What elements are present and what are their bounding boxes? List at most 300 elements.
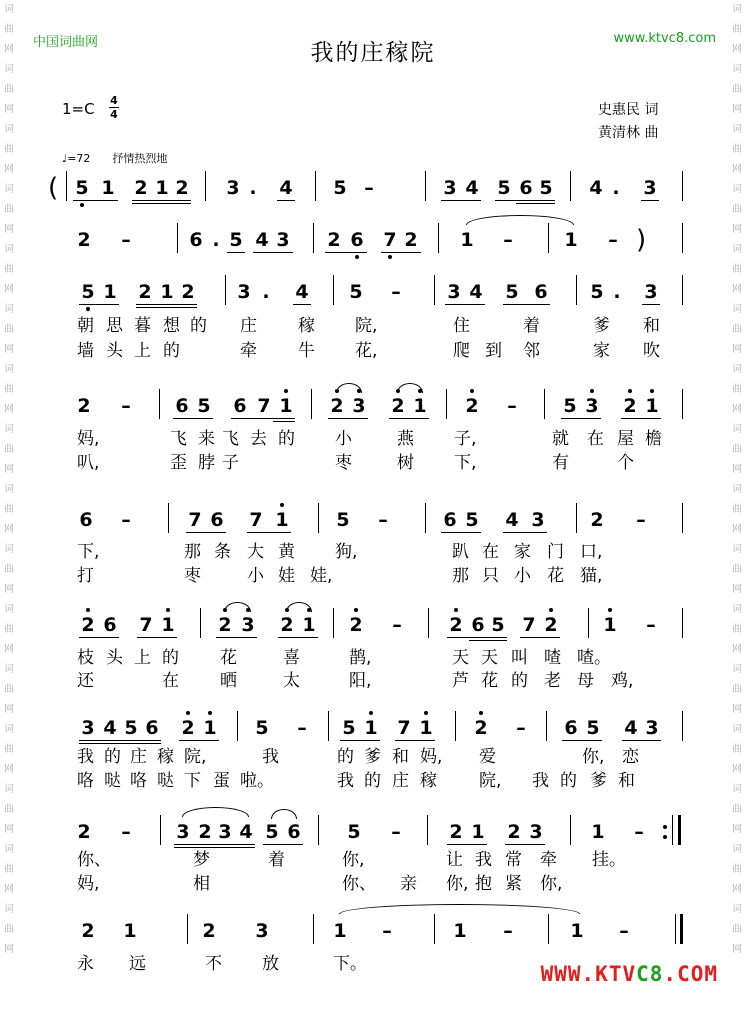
note: –	[503, 229, 513, 251]
octave-dot-above	[424, 711, 428, 715]
repeat-dot	[663, 835, 667, 839]
octave-dot-above	[479, 711, 483, 715]
note: 1	[453, 920, 467, 942]
note: 1	[364, 717, 378, 739]
note: –	[516, 717, 526, 739]
watermark-char: 曲	[732, 744, 742, 755]
final-bar-thin	[675, 914, 676, 944]
note: 7	[188, 509, 202, 531]
bar-line	[570, 171, 571, 201]
watermark-char: 曲	[4, 24, 14, 35]
bar-line	[588, 608, 589, 638]
beam-underline	[293, 304, 311, 305]
side-watermark-right	[730, 0, 744, 960]
lyric-syllable: 住	[453, 316, 470, 336]
bar-line	[446, 389, 447, 419]
note: 1	[101, 177, 115, 199]
watermark-char: 词	[4, 904, 14, 915]
lyric-syllable: 妈,	[420, 747, 443, 767]
lyric-syllable: 让	[446, 850, 463, 870]
bar-line	[328, 711, 329, 741]
lyric-syllable: 子	[222, 453, 239, 473]
lyric-syllable: 牵	[240, 341, 257, 361]
octave-dot-above	[454, 608, 458, 612]
beam-underline	[173, 418, 213, 419]
note: 5	[347, 821, 361, 843]
side-watermark-left	[2, 0, 16, 960]
note: –	[121, 509, 131, 531]
note: 5	[491, 614, 505, 636]
bar-line	[318, 503, 319, 533]
watermark-char: 网	[4, 704, 14, 715]
watermark-char: 曲	[732, 504, 742, 515]
note: 5	[505, 281, 519, 303]
lyric-syllable: 枣	[335, 453, 352, 473]
lyric-syllable: 亲	[400, 874, 417, 894]
bar-line	[311, 389, 312, 419]
lyric-syllable: 喳。	[577, 648, 611, 668]
lyric-syllable: 枝	[77, 648, 94, 668]
octave-dot-below	[355, 255, 359, 259]
lyric-syllable: 你,	[446, 874, 469, 894]
octave-dot-above	[608, 608, 612, 612]
bar-line	[187, 914, 188, 944]
lyric-syllable: 口,	[580, 542, 603, 562]
lyric-syllable: 娃,	[310, 566, 333, 586]
note: 2	[218, 614, 232, 636]
time-signature	[109, 95, 119, 120]
song-title: 我的庄稼院	[310, 40, 436, 66]
note: 1	[645, 395, 659, 417]
note: –	[619, 920, 629, 942]
bar-line	[318, 815, 319, 845]
beam-underline	[179, 740, 219, 741]
octave-dot-above	[650, 389, 654, 393]
beam-underline	[562, 740, 602, 741]
note: 2	[134, 177, 148, 199]
lyric-syllable: 在	[482, 542, 499, 562]
lyric-syllable: 咯	[77, 771, 94, 791]
note: 1	[591, 821, 605, 843]
lyric-syllable: 爱	[479, 747, 496, 767]
tempo-mood: 抒情热烈地	[112, 152, 168, 165]
bar-line	[455, 711, 456, 741]
meter-bottom: 4	[110, 108, 118, 121]
octave-dot-below	[80, 203, 84, 207]
beam-underline	[216, 637, 257, 638]
bar-line	[333, 275, 334, 305]
bar-line	[682, 223, 683, 253]
note: 1	[333, 920, 347, 942]
beam-underline	[73, 200, 118, 201]
composer-credit: 黄清林 曲	[598, 125, 659, 141]
note: 5	[336, 509, 350, 531]
note: 4	[469, 281, 483, 303]
bar-line	[313, 914, 314, 944]
note: 2	[81, 920, 95, 942]
watermark-char: 词	[4, 844, 14, 855]
bar-line	[548, 223, 549, 253]
note: 4	[279, 177, 293, 199]
bar-line	[546, 711, 547, 741]
lyric-syllable: 的	[104, 747, 121, 767]
octave-dot-above	[470, 389, 474, 393]
key-signature: 1=C	[62, 100, 95, 118]
note: 5	[197, 395, 211, 417]
note: 3	[645, 717, 659, 739]
watermark-char: 词	[4, 484, 14, 495]
note: 5	[539, 177, 553, 199]
note: 1	[103, 281, 117, 303]
note: 1	[155, 177, 169, 199]
watermark-char: 词	[4, 64, 14, 75]
lyric-syllable: 挂。	[592, 850, 626, 870]
bar-line	[682, 503, 683, 533]
watermark-char: 词	[4, 184, 14, 195]
meter-top: 4	[110, 94, 118, 107]
note: 3	[237, 281, 251, 303]
watermark-char: 网	[732, 764, 742, 775]
lyric-syllable: 爹	[364, 747, 381, 767]
watermark-char: 词	[4, 544, 14, 555]
octave-dot-above	[86, 608, 90, 612]
bar-line	[333, 608, 334, 638]
lyric-syllable: 哒	[104, 771, 121, 791]
note: 1	[419, 717, 433, 739]
lyric-syllable: 下,	[454, 453, 477, 473]
watermark-char: 网	[4, 824, 14, 835]
lyric-syllable: 远	[129, 954, 146, 974]
watermark-char: 网	[732, 44, 742, 55]
watermark-char: 词	[732, 904, 742, 915]
watermark-char: 网	[732, 344, 742, 355]
octave-dot-below	[388, 255, 392, 259]
slur-tie	[286, 602, 312, 612]
lyric-syllable: 小	[335, 429, 352, 449]
lyric-syllable: 打	[77, 566, 94, 586]
watermark-char: 词	[4, 304, 14, 315]
octave-dot-above	[166, 608, 170, 612]
watermark-char: 曲	[732, 84, 742, 95]
bar-line	[570, 815, 571, 845]
beam-underline	[505, 844, 545, 845]
bar-line	[682, 711, 683, 741]
watermark-char: 网	[732, 644, 742, 655]
note: 5	[81, 281, 95, 303]
watermark-char: 网	[732, 284, 742, 295]
note: 6	[210, 509, 224, 531]
watermark-char: 词	[4, 4, 14, 15]
lyric-syllable: 爹	[593, 316, 610, 336]
beam-underline	[340, 740, 380, 741]
lyric-syllable: 啦。	[240, 771, 274, 791]
watermark-char: 网	[732, 164, 742, 175]
note: 2	[449, 614, 463, 636]
lyric-syllable: 趴	[452, 542, 469, 562]
watermark-char: 网	[732, 944, 742, 955]
lyric-syllable: 枣	[184, 566, 201, 586]
watermark-char: 网	[4, 524, 14, 535]
note: –	[392, 614, 402, 636]
watermark-char: 网	[4, 644, 14, 655]
bar-line	[576, 275, 577, 305]
beam-underline	[253, 252, 293, 253]
watermark-char: 曲	[4, 564, 14, 575]
bar-line	[428, 608, 429, 638]
lyric-syllable: 院,	[355, 316, 378, 336]
watermark-char: 词	[4, 724, 14, 735]
note: 5	[342, 717, 356, 739]
lyric-syllable: 喜	[283, 648, 300, 668]
beam-underline	[174, 844, 255, 845]
bar-line	[425, 503, 426, 533]
lyric-syllable: 哒	[157, 771, 174, 791]
watermark-char: 词	[732, 64, 742, 75]
slur-tie	[224, 602, 251, 612]
note: 4	[505, 509, 519, 531]
lyric-syllable: 大	[247, 542, 264, 562]
note: 5	[586, 717, 600, 739]
lyric-syllable: 飞	[170, 429, 187, 449]
lyric-syllable: 邻	[523, 341, 540, 361]
lyric-syllable: 思	[106, 316, 123, 336]
site-name[interactable]: 中国词曲网	[33, 35, 99, 50]
lyric-syllable: 叭,	[77, 453, 100, 473]
watermark-char: 词	[732, 304, 742, 315]
slur-tie	[339, 904, 580, 914]
lyric-syllable: 你、	[77, 850, 111, 870]
note: 6	[519, 177, 533, 199]
watermark-char: 网	[732, 464, 742, 475]
note: 2	[330, 395, 344, 417]
note: 6	[79, 509, 93, 531]
beam-underline	[325, 252, 367, 253]
lyric-syllable: 爹	[590, 771, 607, 791]
note: 1	[161, 614, 175, 636]
beam-underline	[447, 844, 487, 845]
octave-dot-above	[354, 608, 358, 612]
note: 5	[229, 229, 243, 251]
note: 5	[333, 177, 347, 199]
bar-line	[427, 815, 428, 845]
note: 6	[564, 717, 578, 739]
note: 2	[391, 395, 405, 417]
beam-underline	[445, 304, 485, 305]
bar-line	[438, 223, 439, 253]
octave-dot-above	[590, 389, 594, 393]
beam-underline	[503, 304, 550, 305]
lyric-syllable: 太	[283, 671, 300, 691]
note: 1	[471, 821, 485, 843]
bar-line	[682, 171, 683, 201]
note: 2	[507, 821, 521, 843]
bar-line	[434, 275, 435, 305]
note: 7	[139, 614, 153, 636]
watermark-char: 词	[732, 784, 742, 795]
repeat-paren-close: )	[636, 225, 647, 255]
octave-dot-above	[369, 711, 373, 715]
lyric-syllable: 还	[77, 671, 94, 691]
lyric-syllable: 有	[552, 453, 569, 473]
lyric-syllable: 子,	[454, 429, 477, 449]
watermark-char: 网	[732, 584, 742, 595]
final-bar	[678, 815, 681, 845]
beam-underline	[231, 418, 295, 419]
slur-tie	[271, 809, 297, 819]
lyric-syllable: 下,	[77, 542, 100, 562]
watermark-char: 网	[732, 884, 742, 895]
note: 2	[181, 717, 195, 739]
note: 2	[544, 614, 558, 636]
watermark-char: 词	[732, 604, 742, 615]
note: 1	[570, 920, 584, 942]
note: 7	[257, 395, 271, 417]
note: 2	[175, 177, 189, 199]
watermark-char: 词	[732, 244, 742, 255]
note: 1	[302, 614, 316, 636]
watermark-char: 网	[732, 224, 742, 235]
note: 4	[103, 717, 117, 739]
note: 3	[276, 229, 290, 251]
watermark-char: 词	[732, 364, 742, 375]
lyric-syllable: 条	[214, 542, 231, 562]
lyric-syllable: 恋	[622, 747, 639, 767]
watermark-char: 网	[4, 884, 14, 895]
watermark-char: 词	[732, 544, 742, 555]
note: 1	[279, 395, 293, 417]
note: 2	[327, 229, 341, 251]
lyric-syllable: 和	[618, 771, 635, 791]
watermark-char: 曲	[4, 804, 14, 815]
lyric-syllable: 天	[481, 648, 498, 668]
watermark-char: 曲	[4, 384, 14, 395]
watermark-char: 曲	[4, 84, 14, 95]
lyric-syllable: 和	[643, 316, 660, 336]
beam-underline	[273, 421, 295, 422]
watermark-char: 网	[4, 104, 14, 115]
note: 3	[585, 395, 599, 417]
lyric-syllable: 的	[560, 771, 577, 791]
watermark-char: 曲	[732, 264, 742, 275]
note: 3	[529, 821, 543, 843]
lyric-syllable: 我	[77, 747, 94, 767]
beam-underline	[136, 307, 197, 308]
watermark-char: 曲	[4, 864, 14, 875]
note: 3	[176, 821, 190, 843]
watermark-char: 网	[4, 584, 14, 595]
note: 2	[77, 229, 91, 251]
lyric-syllable: 和	[392, 747, 409, 767]
beam-underline	[389, 418, 429, 419]
lyric-syllable: 稼	[157, 747, 174, 767]
watermark-char: 网	[4, 164, 14, 175]
lyric-syllable: 下。	[333, 954, 367, 974]
beam-underline	[642, 304, 660, 305]
note: 2	[623, 395, 637, 417]
lyric-syllable: 花,	[355, 341, 378, 361]
lyric-syllable: 庄	[130, 747, 147, 767]
lyric-syllable: 小	[247, 566, 264, 586]
note: –	[608, 229, 618, 251]
beam-underline	[247, 532, 291, 533]
beam-underline	[174, 847, 255, 848]
beam-underline	[132, 200, 191, 201]
beam-underline	[79, 743, 161, 744]
lyric-syllable: 天	[452, 648, 469, 668]
bar-line	[160, 815, 161, 845]
watermark-char: 词	[732, 844, 742, 855]
note: –	[634, 821, 644, 843]
lyric-syllable: 着	[268, 850, 285, 870]
watermark-char: 曲	[732, 144, 742, 155]
note: –	[636, 509, 646, 531]
watermark-char: 词	[732, 664, 742, 675]
note: 2	[349, 614, 363, 636]
watermark-char: 曲	[732, 684, 742, 695]
lyric-syllable: 暮	[134, 316, 151, 336]
lyric-syllable: 的	[162, 648, 179, 668]
note: 2	[77, 821, 91, 843]
beam-underline	[136, 304, 197, 305]
bar-line	[576, 503, 577, 533]
bar-line	[548, 914, 549, 944]
note: 5	[590, 281, 604, 303]
beam-underline	[186, 532, 226, 533]
lyric-syllable: 朝	[77, 316, 94, 336]
bar-line	[434, 914, 435, 944]
note: 2	[404, 229, 418, 251]
note: 4	[589, 177, 603, 199]
lyric-syllable: 鸡,	[611, 671, 634, 691]
note: –	[503, 920, 513, 942]
site-logo[interactable]: WWW.KTVC8.COM	[540, 962, 718, 986]
beam-underline	[621, 418, 661, 419]
note: 5	[265, 821, 279, 843]
lyric-syllable: 的	[364, 771, 381, 791]
lyric-syllable: 头	[106, 648, 123, 668]
bar-line	[682, 275, 683, 305]
note: 5	[124, 717, 138, 739]
beam-underline	[227, 252, 245, 253]
note: 3	[643, 177, 657, 199]
lyric-syllable: 脖	[198, 453, 215, 473]
lyric-syllable: 飞	[222, 429, 239, 449]
bar-line	[66, 171, 67, 201]
site-url[interactable]: www.ktvc8.com	[613, 31, 716, 46]
note: 6	[175, 395, 189, 417]
bar-line	[159, 389, 160, 419]
note: 3	[447, 281, 461, 303]
watermark-char: 曲	[4, 144, 14, 155]
note: .	[249, 177, 257, 199]
note: 4	[255, 229, 269, 251]
beam-underline	[495, 200, 555, 201]
note: 6	[287, 821, 301, 843]
beam-underline	[503, 532, 547, 533]
note: –	[507, 395, 517, 417]
note: 3	[218, 821, 232, 843]
watermark-char: 曲	[732, 384, 742, 395]
lyric-syllable: 屋	[617, 429, 634, 449]
lyric-syllable: 咯	[130, 771, 147, 791]
bar-line	[200, 608, 201, 638]
lyric-syllable: 你,	[582, 747, 605, 767]
watermark-char: 词	[732, 424, 742, 435]
note: 7	[249, 509, 263, 531]
watermark-char: 网	[732, 404, 742, 415]
repeat-dot	[663, 825, 667, 829]
watermark-char: 词	[4, 784, 14, 795]
